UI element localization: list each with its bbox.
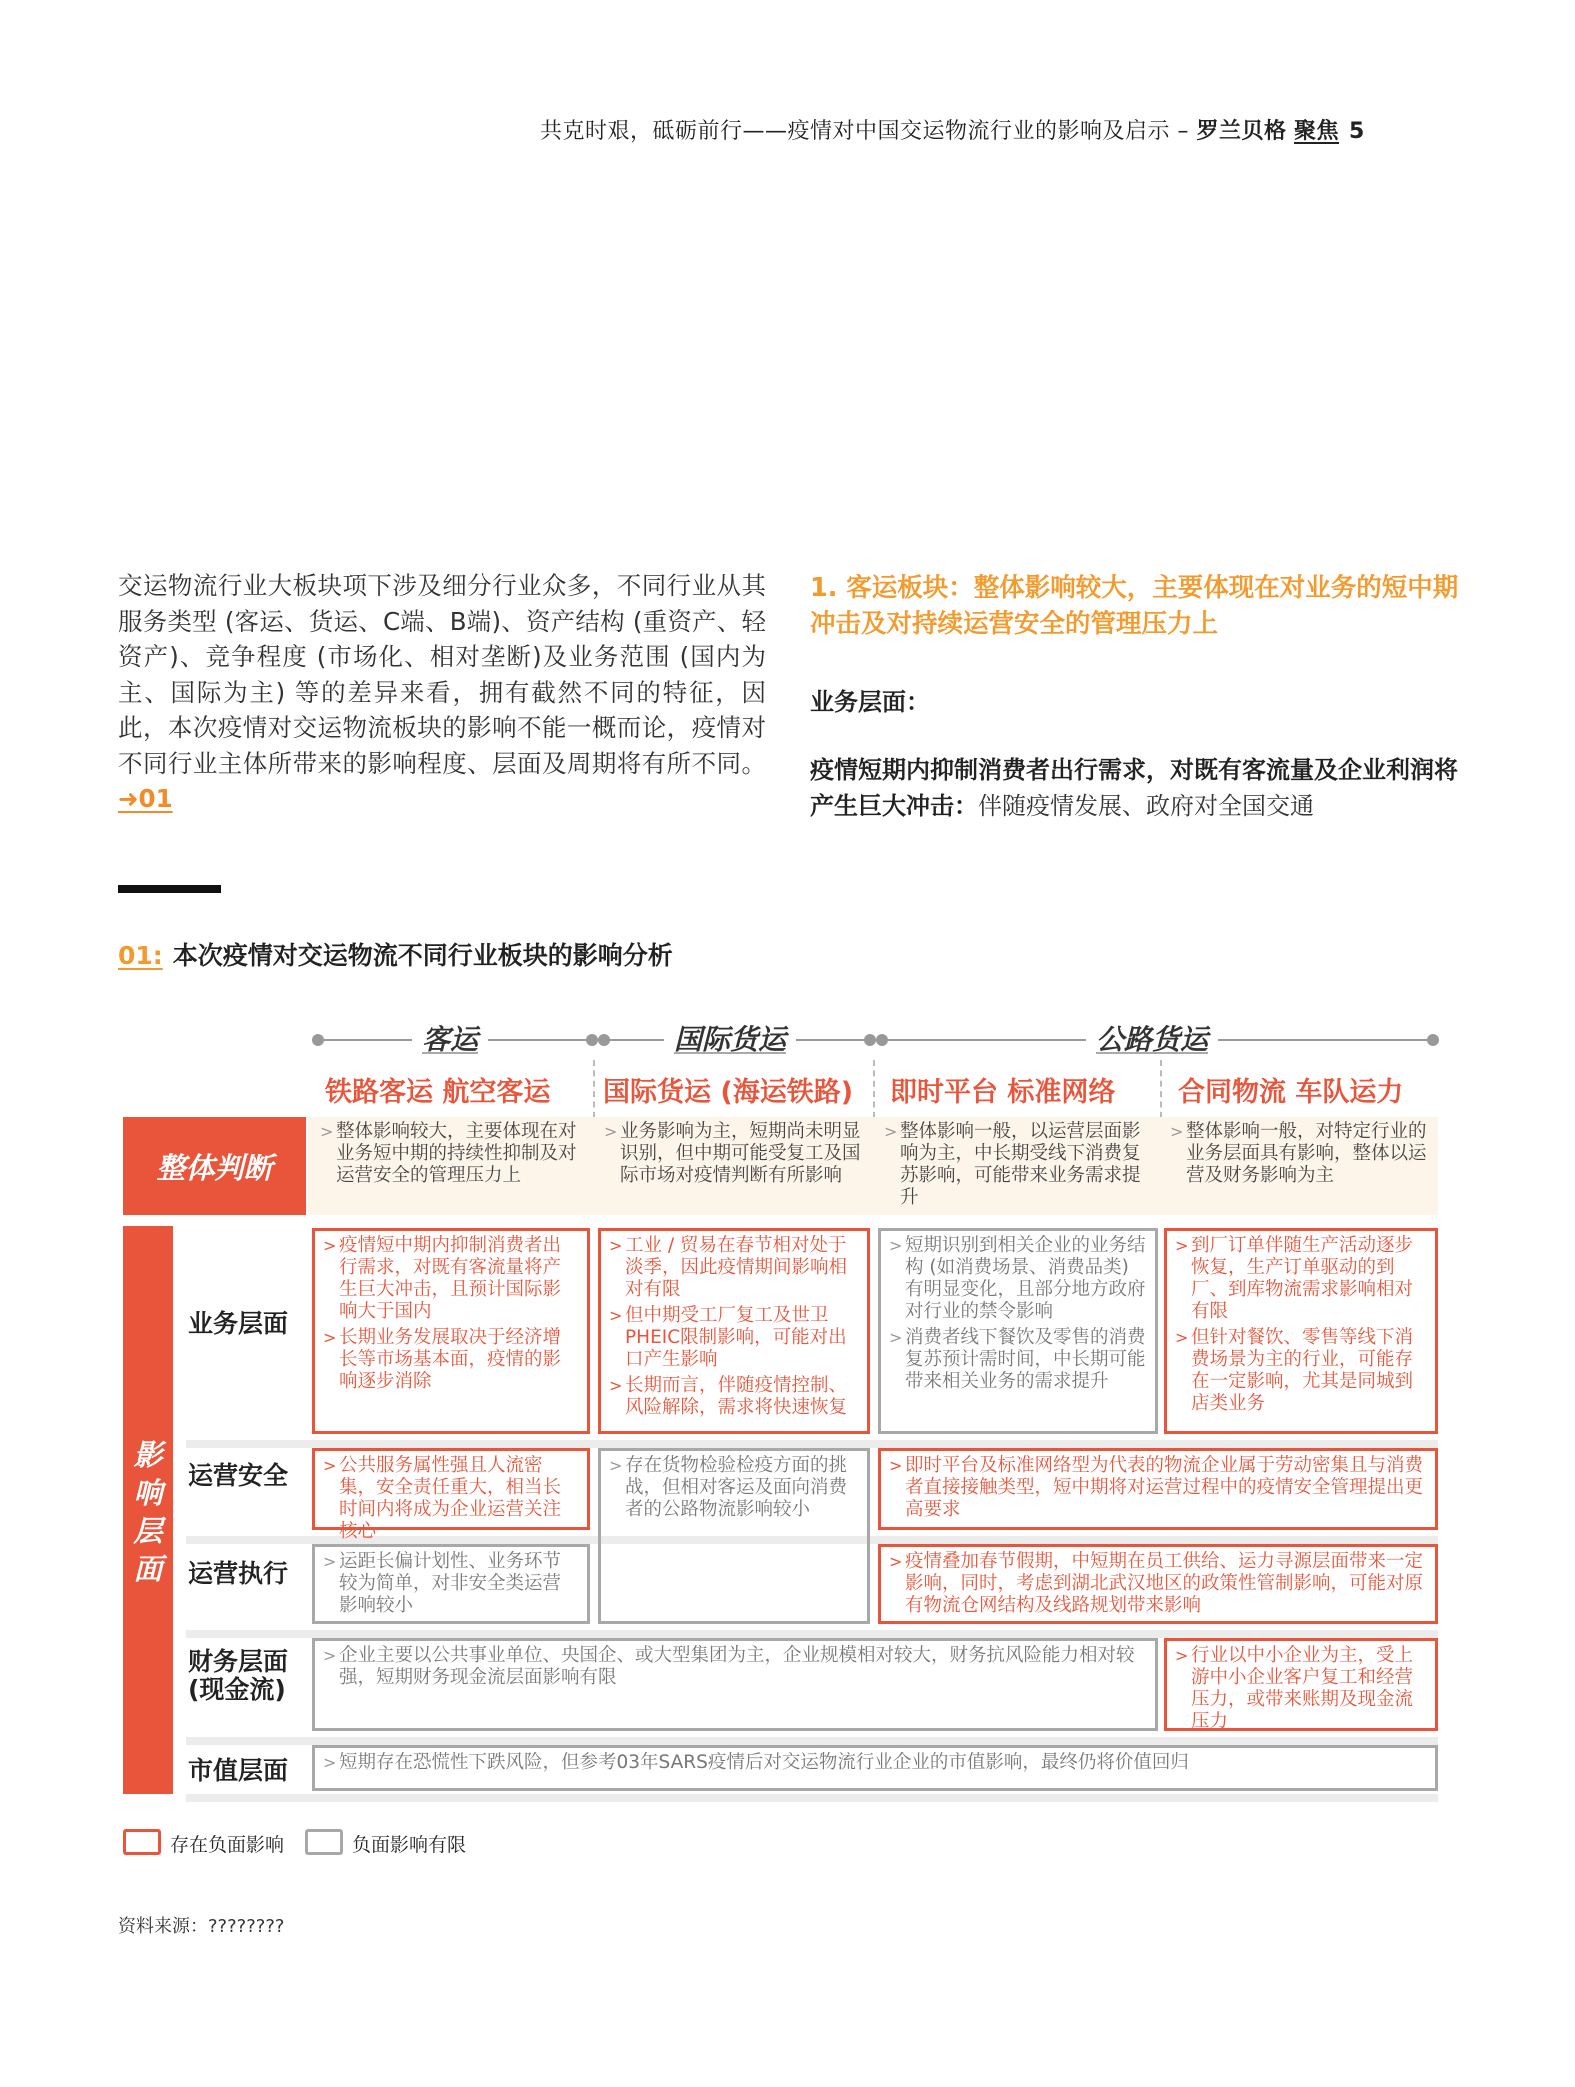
source-note: 资料来源：???????? (118, 1916, 285, 1937)
group-dot (312, 1034, 324, 1046)
row-separator (186, 1737, 1438, 1745)
row-label-finance-line1: 财务层面 (188, 1647, 289, 1676)
group-label-intl-freight: 国际货运 (664, 1018, 796, 1058)
row-label-ops-safety: 运营安全 (188, 1461, 289, 1490)
cell-safety-passenger (312, 1448, 590, 1542)
segment-contract-fleet: 合同物流 车队运力 (1178, 1077, 1404, 1108)
cell-item: > 长期业务发展取决于经济增长等市场基本面，疫情的影响逐步消除 (323, 1327, 579, 1393)
legend-negative-swatch (123, 1829, 161, 1855)
cell-item: > 到厂订单伴随生产活动逐步恢复，生产订单驱动的到厂、到库物流需求影响相对有限 (1175, 1235, 1427, 1323)
overall-judgment-label: 整体判断 (123, 1117, 306, 1215)
lead-paragraph-bold: 疫情短期内抑制消费者出行需求，对既有客流量及企业利润将产生巨大冲击： (810, 756, 1458, 820)
cell-exec-passenger (312, 1544, 590, 1624)
cell-item: > 长期而言，伴随疫情控制、风险解除，需求将快速恢复 (609, 1375, 859, 1419)
cell-item: > 工业 / 贸易在春节相对处于淡季，因此疫情期间影响相对有限 (609, 1235, 859, 1301)
cell-finance-contract (1164, 1638, 1438, 1731)
cell-item: > 疫情叠加春节假期，中短期在员工供给、运力寻源层面带来一定影响，同时，考虑到湖北武汉地区的政策性管制影响，可能对原有物流仓网结构及线路规划带来影响 (889, 1551, 1427, 1617)
row-label-finance-line2: (现金流) (188, 1675, 286, 1704)
row-label-business: 业务层面 (188, 1309, 289, 1338)
row-separator (186, 1794, 1438, 1802)
cell-item: > 存在货物检验检疫方面的挑战，但相对客运及面向消费者的公路物流影响较小 (609, 1455, 859, 1521)
legend-negative-label: 存在负面影响 (170, 1834, 285, 1856)
lead-paragraph-text: 伴随疫情发展、政府对全国交通 (978, 792, 1314, 820)
figure-title-text: 本次疫情对交运物流不同行业板块的影响分析 (172, 941, 673, 970)
cell-business-passenger (312, 1228, 590, 1434)
running-header-brand: 罗兰贝格 (1196, 119, 1287, 144)
cell-item: > 疫情短中期内抑制消费者出行需求，对既有客流量将产生巨大冲击，且预计国际影响大于国内 (323, 1235, 579, 1323)
running-header (540, 114, 1460, 145)
legend-limited-label: 负面影响有限 (352, 1834, 467, 1856)
cell-item: > 即时平台及标准网络型为代表的物流企业属于劳动密集且与消费者直接接触类型，短中期将对运营过程中的疫情安全管理提出更高要求 (889, 1455, 1427, 1521)
overall-text-passenger: > 整体影响较大，主要体现在对业务短中期的持续性抑制及对运营安全的管理压力上 (320, 1121, 582, 1187)
row-separator (186, 1440, 1438, 1448)
cell-business-instant (878, 1228, 1158, 1434)
cell-market-all (312, 1745, 1438, 1791)
overall-text-instant: > 整体影响一般，以运营层面影响为主，中长期受线下消费复苏影响，可能带来业务需求提升 (884, 1121, 1150, 1209)
group-dot (1427, 1034, 1439, 1046)
section-rule (118, 885, 221, 893)
figure-number: 01: (118, 941, 163, 970)
cell-business-contract (1164, 1228, 1438, 1434)
cell-item: > 公共服务属性强且人流密集，安全责任重大，相当长时间内将成为企业运营关注核心 (323, 1455, 579, 1543)
cell-item: > 企业主要以公共事业单位、央国企、或大型集团为主，企业规模相对较大，财务抗风险能力相对较强，短期财务现金流层面影响有限 (323, 1645, 1147, 1689)
row-separator (186, 1630, 1438, 1638)
group-label-passenger: 客运 (412, 1018, 488, 1058)
cell-item: > 但针对餐饮、零售等线下消费场景为主的行业，可能存在一定影响，尤其是同城到店类业务 (1175, 1327, 1427, 1415)
row-label-ops-exec: 运营执行 (188, 1559, 289, 1588)
row-label-market: 市值层面 (188, 1756, 289, 1785)
sub-heading-business: 业务层面： (810, 688, 930, 716)
lead-paragraph (810, 752, 1460, 824)
body-paragraph-text: 交运物流行业大板块项下涉及细分行业众多，不同行业从其服务类型 (客运、货运、C端、B端)、资产结构 (重资产、轻资产)、竞争程度 (市场化、相对垄断)及业务范围 (国内为主、国际为主) 等的差异来看，拥有截然不同的特征，因此，本次疫情对交运物流板块的影响不能一概而论，疫情对不同行业主体所带来的影响程度、层面及周期将有所不同。 (118, 571, 766, 778)
impact-dimension-label (123, 1226, 173, 1794)
cell-exec-road (878, 1544, 1438, 1624)
figure-title (118, 936, 673, 972)
group-dot (864, 1034, 876, 1046)
running-header-series: 聚焦 (1294, 119, 1340, 144)
cell-safety-exec-intl (598, 1448, 870, 1624)
group-dot (876, 1034, 888, 1046)
cell-item: > 行业以中小企业为主，受上游中小企业客户复工和经营压力，或带来账期及现金流压力 (1175, 1645, 1427, 1733)
group-dot (598, 1034, 610, 1046)
cell-finance-main (312, 1638, 1158, 1731)
body-paragraph-left (118, 568, 766, 817)
impact-dimension-text: 影响层面 (133, 1438, 163, 1586)
cell-business-intl (598, 1228, 870, 1434)
overall-cell-instant (876, 1117, 1158, 1215)
cell-item: > 运距长偏计划性、业务环节较为简单，对非安全类运营影响较小 (323, 1551, 579, 1617)
overall-cell-contract (1162, 1117, 1438, 1215)
section-heading: 1. 客运板块：整体影响较大，主要体现在对业务的短中期冲击及对持续运营安全的管理压力上 (810, 573, 1459, 639)
cell-item: > 消费者线下餐饮及零售的消费复苏预计需时间，中长期可能带来相关业务的需求提升 (889, 1327, 1147, 1393)
overall-cell-intl (596, 1117, 872, 1215)
figure-reference-link[interactable]: ➜01 (118, 784, 173, 813)
cell-item: > 短期存在恐慌性下跌风险，但参考03年SARS疫情后对交运物流行业企业的市值影响，最终仍将价值回归 (323, 1752, 1427, 1774)
page-number: 5 (1349, 119, 1365, 144)
cell-safety-road (878, 1448, 1438, 1530)
cell-item: > 短期识别到相关企业的业务结构 (如消费场景、消费品类) 有明显变化，且部分地方政府对行业的禁令影响 (889, 1235, 1147, 1323)
segment-instant-network: 即时平台 标准网络 (890, 1077, 1116, 1108)
running-header-title: 共克时艰，砥砺前行——疫情对中国交运物流行业的影响及启示 – (540, 119, 1197, 144)
overall-text-contract: > 整体影响一般，对特定行业的业务层面具有影响，整体以运营及财务影响为主 (1170, 1121, 1430, 1187)
overall-text-intl: > 业务影响为主，短期尚未明显识别，但中期可能受复工及国际市场对疫情判断有所影响 (604, 1121, 864, 1187)
segment-intl-sea-rail: 国际货运 (海运铁路) (603, 1077, 854, 1108)
cell-item: > 但中期受工厂复工及世卫PHEIC限制影响，可能对出口产生影响 (609, 1305, 859, 1371)
legend-limited-swatch (305, 1829, 343, 1855)
group-label-road-freight: 公路货运 (1086, 1018, 1218, 1058)
overall-cell-passenger (312, 1117, 590, 1215)
group-dot (586, 1034, 598, 1046)
row-label-finance (188, 1648, 288, 1704)
segment-rail-air: 铁路客运 航空客运 (325, 1077, 551, 1108)
